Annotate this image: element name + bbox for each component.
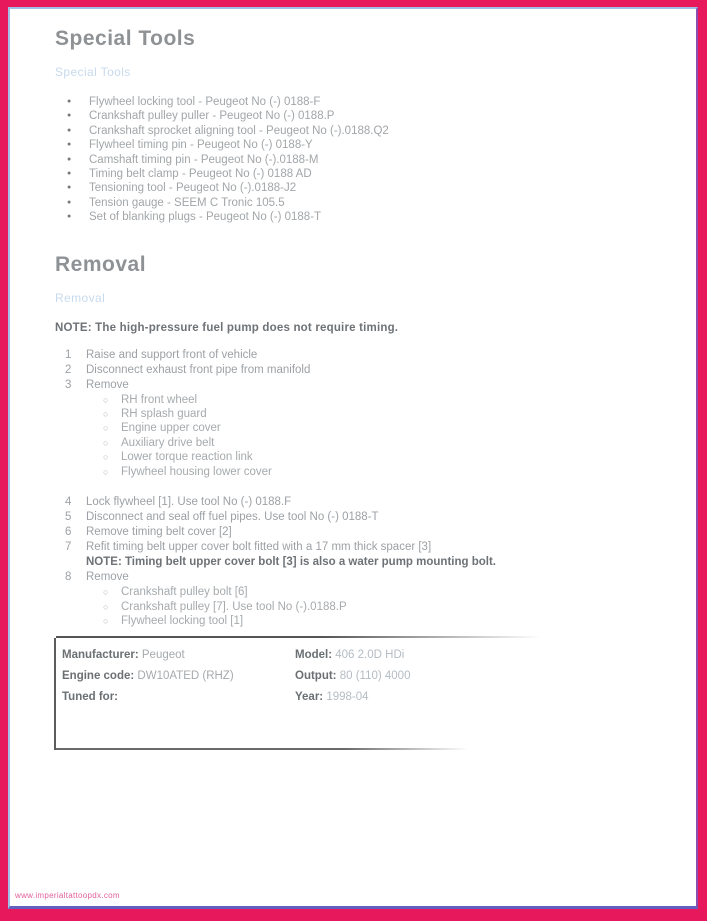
bullet-icon: ● [67,198,72,206]
row-label: Output: [295,670,337,683]
sub-item-text: Auxiliary drive belt [121,436,215,449]
step-row [55,540,676,555]
row-label: Manufacturer: [62,649,139,662]
sub-item-text: Crankshaft pulley [7]. Use tool No (-).0188.P [121,600,347,613]
row-value: Peugeot [141,649,185,662]
sub-list-item [55,450,676,464]
row-label: Engine code: [62,670,135,683]
step-text: Disconnect exhaust front pipe from manifold [86,363,311,376]
list-item-text: Timing belt clamp - Peugeot No (-) 0188 AD [89,168,312,181]
sub-list-item [55,436,676,450]
sub-item-text: Engine upper cover [121,422,221,435]
sub-list-item [55,465,676,479]
step-row [55,363,676,378]
step-subitems [55,585,676,628]
vehicle-info-left-column [62,645,295,750]
circle-bullet-icon: ○ [103,452,109,463]
circle-bullet-icon: ○ [103,466,109,477]
list-item-text: Crankshaft sprocket aligning tool - Peugeot No (-).0188.Q2 [89,124,389,137]
circle-bullet-icon: ○ [103,615,109,626]
list-item-text: Tensioning tool - Peugeot No (-).0188-J2 [89,182,297,195]
step-text: Lock flywheel [1]. Use tool No (-) 0188.F [86,496,292,509]
step-number: 7 [65,541,72,554]
circle-bullet-icon: ○ [103,587,109,598]
section-heading-removal: Removal [55,252,147,276]
step-row [55,348,676,363]
circle-bullet-icon: ○ [103,394,109,405]
bullet-icon: ● [67,155,72,163]
step-text: Remove timing belt cover [2] [86,526,232,539]
sub-item-text: Lower torque reaction link [121,451,253,464]
row-label: Year: [295,691,324,704]
table-row [62,687,295,708]
removal-link[interactable]: Removal [55,290,106,305]
step-text: Refit timing belt upper cover bolt fitted with a 17 mm thick spacer [3] [86,541,432,554]
circle-bullet-icon: ○ [103,409,109,420]
page-inner-frame [8,7,698,909]
step-row [55,570,676,585]
vehicle-info-table [54,638,541,750]
special-tools-link[interactable]: Special Tools [55,65,131,79]
sub-list-item [55,407,676,421]
section-heading-special-tools: Special Tools [55,27,196,50]
list-item-text: Tension gauge - SEEM C Tronic 105.5 [89,196,285,209]
list-item [55,210,676,224]
sub-item-text: Flywheel locking tool [1] [121,614,244,627]
step-number: 1 [65,348,72,361]
note-text: NOTE: The high-pressure fuel pump does not require timing. [55,321,399,334]
list-item-text: Crankshaft pulley puller - Peugeot No (-) 0188.P [89,110,335,123]
vehicle-info-right-column [295,645,410,750]
sub-item-text: RH front wheel [121,393,198,406]
step-number: 6 [65,526,72,539]
sub-item-text: RH splash guard [121,408,207,421]
step-text: Remove [86,571,129,584]
bullet-icon: ● [67,141,72,149]
row-value: 406 2.0D HDi [335,649,405,662]
bullet-icon: ● [67,213,72,221]
circle-bullet-icon: ○ [103,423,109,434]
list-item [55,138,676,152]
list-item [55,167,676,181]
step-number: 3 [65,378,72,391]
step-row [55,378,676,393]
step-subitems [55,393,676,479]
row-value: 80 (110) 4000 [339,670,411,683]
removal-steps-list [55,348,676,629]
special-tools-list [55,95,676,225]
table-row [62,666,295,687]
list-item [55,109,676,123]
sub-list-item [55,600,676,614]
bullet-icon: ● [67,112,72,120]
step-row [55,495,676,510]
step-text: Remove [86,378,129,391]
row-value: 1998-04 [326,691,369,704]
table-row [295,666,410,687]
step-text: Disconnect and seal off fuel pipes. Use tool No (-) 0188-T [86,511,379,524]
list-item [55,153,676,167]
step-number: 4 [65,496,72,509]
sub-list-item [55,614,676,628]
list-item [55,181,676,195]
step-number: 2 [65,363,72,376]
list-item-text: Camshaft timing pin - Peugeot No (-).0188-M [89,153,319,166]
sub-item-text: Crankshaft pulley bolt [6] [121,586,248,599]
circle-bullet-icon: ○ [103,601,109,612]
sub-list-item [55,393,676,407]
table-row [295,687,410,708]
table-row [62,645,295,666]
circle-bullet-icon: ○ [103,437,109,448]
list-item-text: Flywheel locking tool - Peugeot No (-) 0188-F [89,96,321,108]
bullet-icon: ● [67,184,72,192]
list-item [55,95,676,109]
step-text: Raise and support front of vehicle [86,348,258,361]
sub-list-item [55,585,676,599]
list-item-text: Flywheel timing pin - Peugeot No (-) 0188-Y [89,139,313,152]
row-label: Model: [295,649,333,662]
sub-item-text: Flywheel housing lower cover [121,465,272,478]
step-number: 5 [65,511,72,524]
list-item-text: Set of blanking plugs - Peugeot No (-) 0188-T [89,211,322,224]
step-note-text: NOTE: Timing belt upper cover bolt [3] is also a water pump mounting bolt. [86,556,496,569]
table-row [295,645,410,666]
row-label: Tuned for: [62,691,118,704]
watermark-url: www.imperialtattoopdx.com [15,891,120,900]
bullet-icon: ● [67,170,72,178]
step-number: 8 [65,571,72,584]
list-item [55,124,676,138]
step-row [55,525,676,540]
step-row [55,510,676,525]
bullet-icon: ● [67,98,72,105]
row-value: DW10ATED (RHZ) [137,670,234,683]
sub-list-item [55,421,676,435]
bullet-icon: ● [67,126,72,134]
document-content [10,9,696,750]
list-item [55,196,676,210]
